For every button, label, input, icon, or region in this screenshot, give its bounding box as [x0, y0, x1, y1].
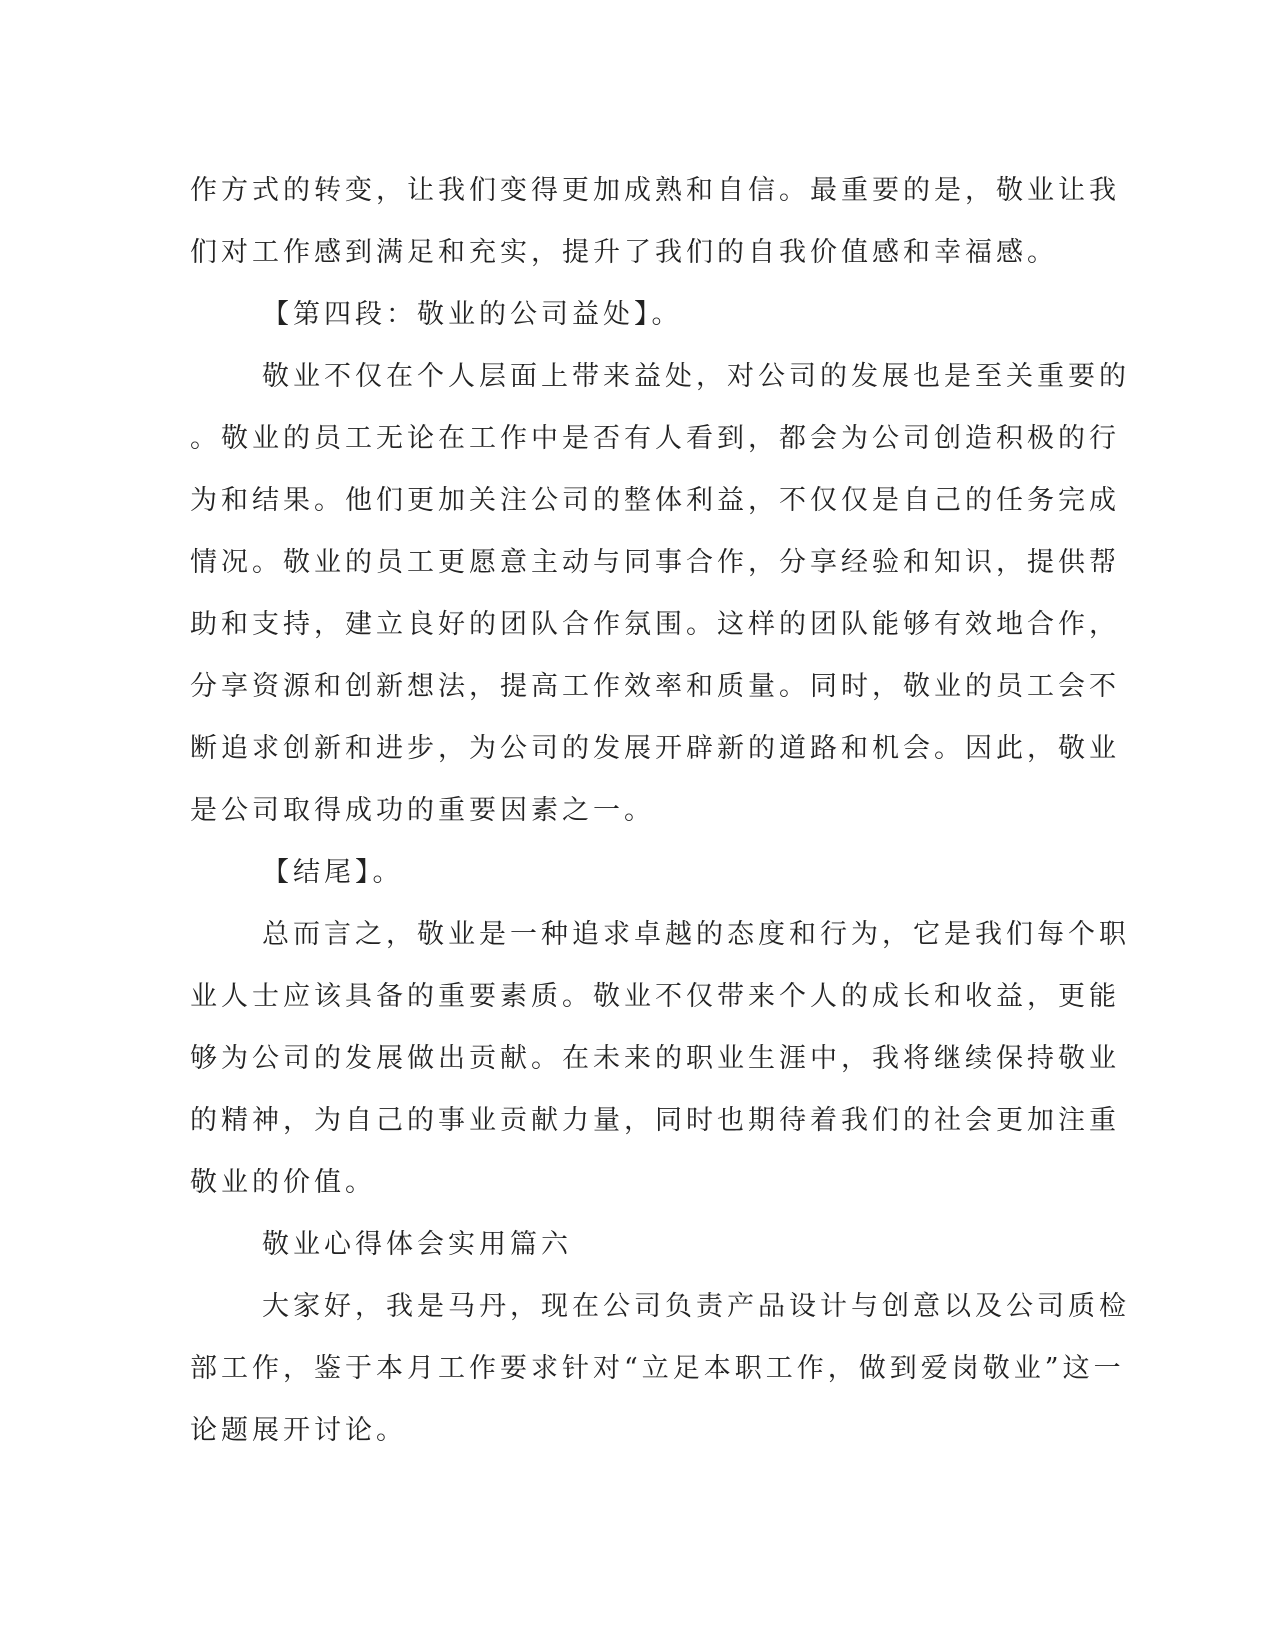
text-line: 大家好，我是马丹，现在公司负责产品设计与创意以及公司质检 — [262, 1291, 1130, 1322]
text-line: 论题展开讨论。 — [190, 1415, 407, 1446]
text-line: 业人士应该具备的重要素质。敬业不仅带来个人的成长和收益，更能 — [190, 981, 1120, 1012]
section-heading: 【结尾】。 — [262, 857, 404, 888]
text-line: 够为公司的发展做出贡献。在未来的职业生涯中，我将继续保持敬业 — [190, 1043, 1120, 1074]
text-line: 们对工作感到满足和充实，提升了我们的自我价值感和幸福感。 — [190, 237, 1058, 268]
article-title: 敬业心得体会实用篇六 — [262, 1229, 572, 1260]
text-line: 敬业的价值。 — [190, 1167, 376, 1198]
text-line: 是公司取得成功的重要因素之一。 — [190, 795, 655, 826]
document-body — [190, 160, 1130, 1462]
text-line: 情况。敬业的员工更愿意主动与同事合作，分享经验和知识，提供帮 — [190, 547, 1120, 578]
text-line: 敬业不仅在个人层面上带来益处，对公司的发展也是至关重要的 — [262, 361, 1130, 392]
text-line: 总而言之，敬业是一种追求卓越的态度和行为，它是我们每个职 — [262, 919, 1130, 950]
section-heading: 【第四段：敬业的公司益处】。 — [262, 299, 683, 330]
text-line: 助和支持，建立良好的团队合作氛围。这样的团队能够有效地合作， — [190, 609, 1120, 640]
text-line: 分享资源和创新想法，提高工作效率和质量。同时，敬业的员工会不 — [190, 671, 1120, 702]
text-line: 。敬业的员工无论在工作中是否有人看到，都会为公司创造积极的行 — [190, 423, 1120, 454]
text-line: 作方式的转变，让我们变得更加成熟和自信。最重要的是，敬业让我 — [190, 175, 1120, 206]
text-line: 的精神，为自己的事业贡献力量，同时也期待着我们的社会更加注重 — [190, 1105, 1120, 1136]
text-line: 断追求创新和进步，为公司的发展开辟新的道路和机会。因此，敬业 — [190, 733, 1120, 764]
text-line: 为和结果。他们更加关注公司的整体利益，不仅仅是自己的任务完成 — [190, 485, 1120, 516]
text-line: 部工作，鉴于本月工作要求针对“立足本职工作，做到爱岗敬业”这一 — [190, 1353, 1125, 1384]
